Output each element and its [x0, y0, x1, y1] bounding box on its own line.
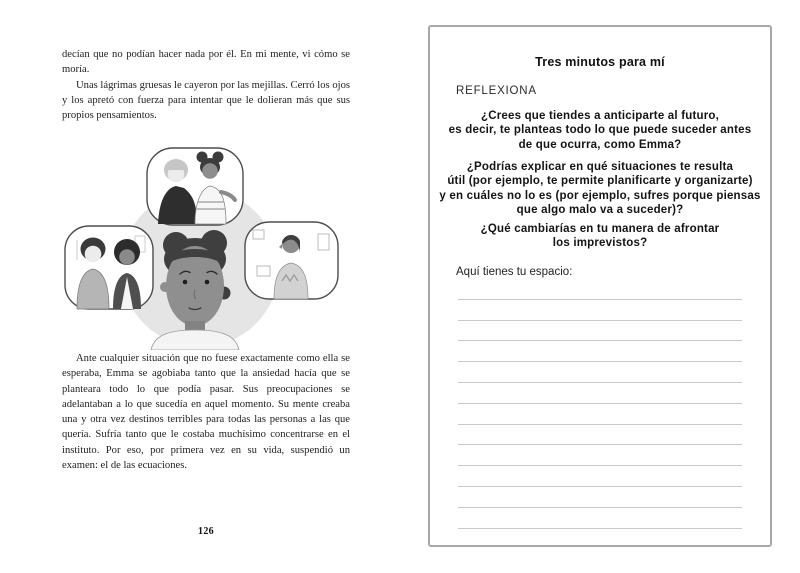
question-line: y en cuáles no lo es (por ejemplo, sufres porque piensas — [439, 189, 761, 202]
writing-space-label: Aquí tienes tu espacio: — [456, 266, 573, 278]
section-label-reflexiona: REFLEXIONA — [456, 85, 537, 97]
question-line: de que ocurra, como Emma? — [518, 138, 682, 151]
writing-line — [458, 404, 742, 425]
question-line: que algo malo va a suceder)? — [516, 204, 684, 217]
writing-line — [458, 279, 742, 300]
question-line: es decir, te planteas todo lo que puede suceder antes — [448, 124, 752, 137]
writing-line — [458, 508, 742, 529]
question-line: ¿Qué cambiarías en tu manera de afrontar — [480, 223, 720, 235]
question-line: los imprevistos? — [552, 237, 648, 250]
writing-line — [458, 321, 742, 342]
writing-line — [458, 445, 742, 466]
writing-line — [458, 487, 742, 508]
thought-bubble-classmates — [65, 226, 153, 309]
story-paragraph: decían que no podían hacer nada por él. En mi mente, vi cómo se moría. — [62, 49, 350, 76]
thought-bubble-relative — [245, 222, 338, 299]
question-1 — [438, 109, 762, 152]
page-number: 126 — [198, 526, 214, 537]
question-line: ¿Crees que tiendes a anticiparte al futuro, — [480, 110, 720, 122]
story-text-top — [62, 47, 350, 123]
question-2 — [438, 160, 762, 218]
thought-bubble-friends — [147, 148, 243, 225]
writing-line — [458, 362, 742, 383]
writing-lines — [458, 279, 742, 529]
question-line: útil (por ejemplo, te permite planificarte y organizarte) — [447, 175, 753, 188]
story-text-bottom — [62, 351, 350, 473]
writing-line — [458, 300, 742, 321]
writing-line — [458, 425, 742, 446]
worksheet-title: Tres minutos para mí — [535, 55, 665, 69]
question-line: ¿Podrías explicar en qué situaciones te resulta — [466, 161, 734, 173]
story-paragraph: Ante cualquier situación que no fuese exactamente como ella se esperaba, Emma se agobiaba tanto que la ansiedad hacía que se planteara todo lo que podía pasar. Sus preocupaciones se adelantaban a lo que sucedía en aquel momento. Su mente creaba una y otra vez destinos terribles para todas las personas a las que quería. Sufría tanto que le costaba muchísimo concentrarse en el instituto. Por eso, por primera vez en su vida, suspendió un examen: el de las ecuaciones. — [62, 353, 350, 472]
writing-line — [458, 341, 742, 362]
question-3 — [438, 222, 762, 251]
worksheet-box — [428, 25, 772, 547]
writing-line — [458, 466, 742, 487]
writing-line — [458, 383, 742, 404]
illustration-girl-thought-bubbles — [55, 140, 390, 350]
story-paragraph: Unas lágrimas gruesas le cayeron por las mejillas. Cerró los ojos y los apretó con fuerza para intentar que le dolieran más que sus propios pensamientos. — [62, 79, 350, 122]
